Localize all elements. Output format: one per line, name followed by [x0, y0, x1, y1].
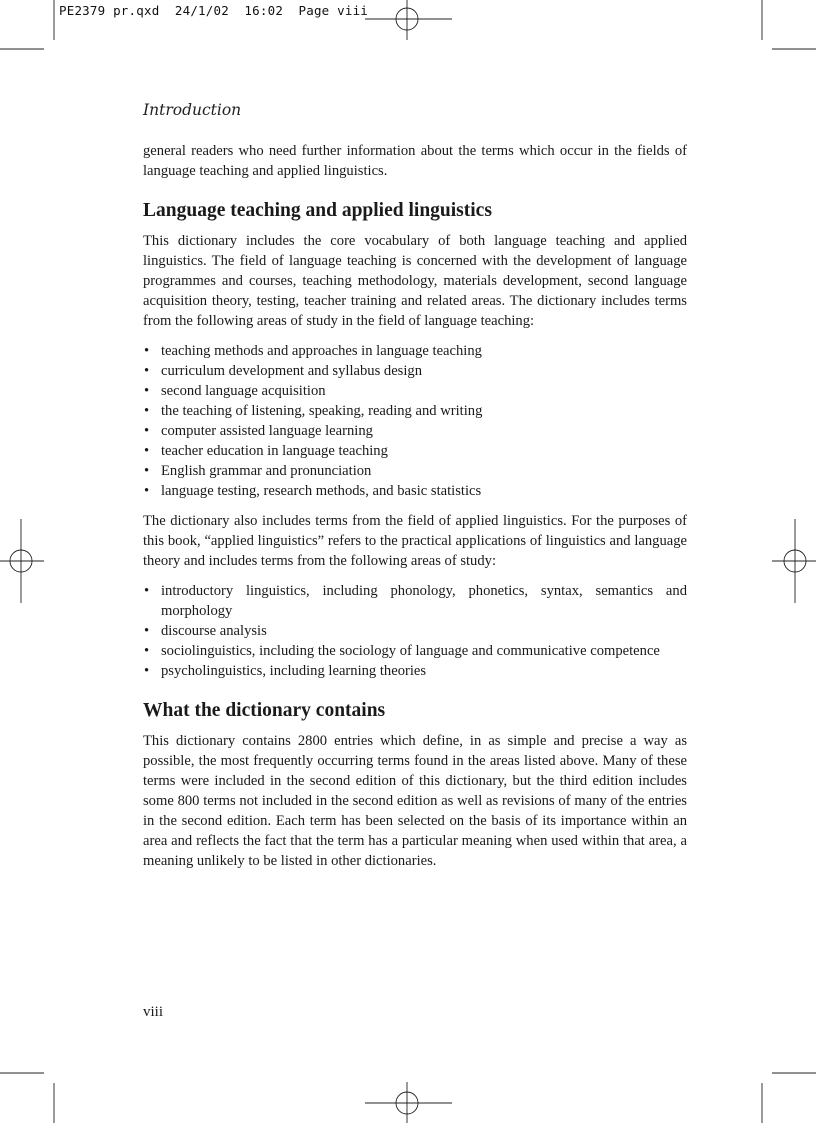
print-slug-line: PE2379 pr.qxd 24/1/02 16:02 Page viii [59, 3, 369, 18]
registration-mark-top [365, 0, 452, 40]
section-heading-language-teaching: Language teaching and applied linguistics [143, 200, 492, 221]
list-item: • English grammar and pronunciation [143, 461, 687, 481]
list-item: • language testing, research methods, and basic statistics [143, 481, 687, 501]
applied-linguistics-paragraph: The dictionary also includes terms from the field of applied linguistics. For the purposes of this book, “applied linguistics” refers to the practical applications of linguistics and language theory and includes terms from the following areas of study: [143, 513, 687, 569]
list-item: • teaching methods and approaches in language teaching [143, 341, 687, 361]
list-item: • discourse analysis [143, 621, 687, 641]
applied-linguistics-areas-list [143, 581, 687, 681]
dictionary-contents-paragraph: This dictionary contains 2800 entries which define, in as simple and precise a way as possible, the most frequently occurring terms found in the areas listed above. Many of these terms were included in the second edition of this dictionary, but the third edition includes some 800 terms not included in the second edition as well as revisions of many of the entries in the second edition. Each term has been selected on the basis of its importance within an area and reflects the fact that the term has a particular meaning when used within that area, a meaning unlikely to be listed in other dictionaries. [143, 733, 687, 869]
list-item: • teacher education in language teaching [143, 441, 687, 461]
page-number: viii [143, 1004, 164, 1020]
list-item: • introductory linguistics, including phonology, phonetics, syntax, semantics and morphology [143, 581, 687, 621]
language-teaching-areas-list [143, 341, 687, 501]
list-item: • psycholinguistics, including learning theories [143, 661, 687, 681]
registration-mark-bottom [365, 1082, 452, 1123]
running-head: Introduction [143, 101, 242, 119]
registration-mark-left [0, 519, 44, 603]
intro-continuation-paragraph: general readers who need further information about the terms which occur in the fields of language teaching and applied linguistics. [143, 143, 687, 179]
registration-mark-right [772, 519, 816, 603]
list-item: • sociolinguistics, including the sociology of language and communicative competence [143, 641, 687, 661]
list-item: • computer assisted language learning [143, 421, 687, 441]
language-teaching-paragraph: This dictionary includes the core vocabulary of both language teaching and applied linguistics. The field of language teaching is concerned with the development of language programmes and courses, teaching methodology, materials development, second language acquisition theory, testing, teacher training and related areas. The dictionary includes terms from the following areas of study in the field of language teaching: [143, 233, 687, 329]
list-item: • curriculum development and syllabus design [143, 361, 687, 381]
section-heading-dictionary-contents: What the dictionary contains [143, 700, 386, 721]
page-body [143, 141, 687, 871]
list-item: • the teaching of listening, speaking, reading and writing [143, 401, 687, 421]
list-item: • second language acquisition [143, 381, 687, 401]
